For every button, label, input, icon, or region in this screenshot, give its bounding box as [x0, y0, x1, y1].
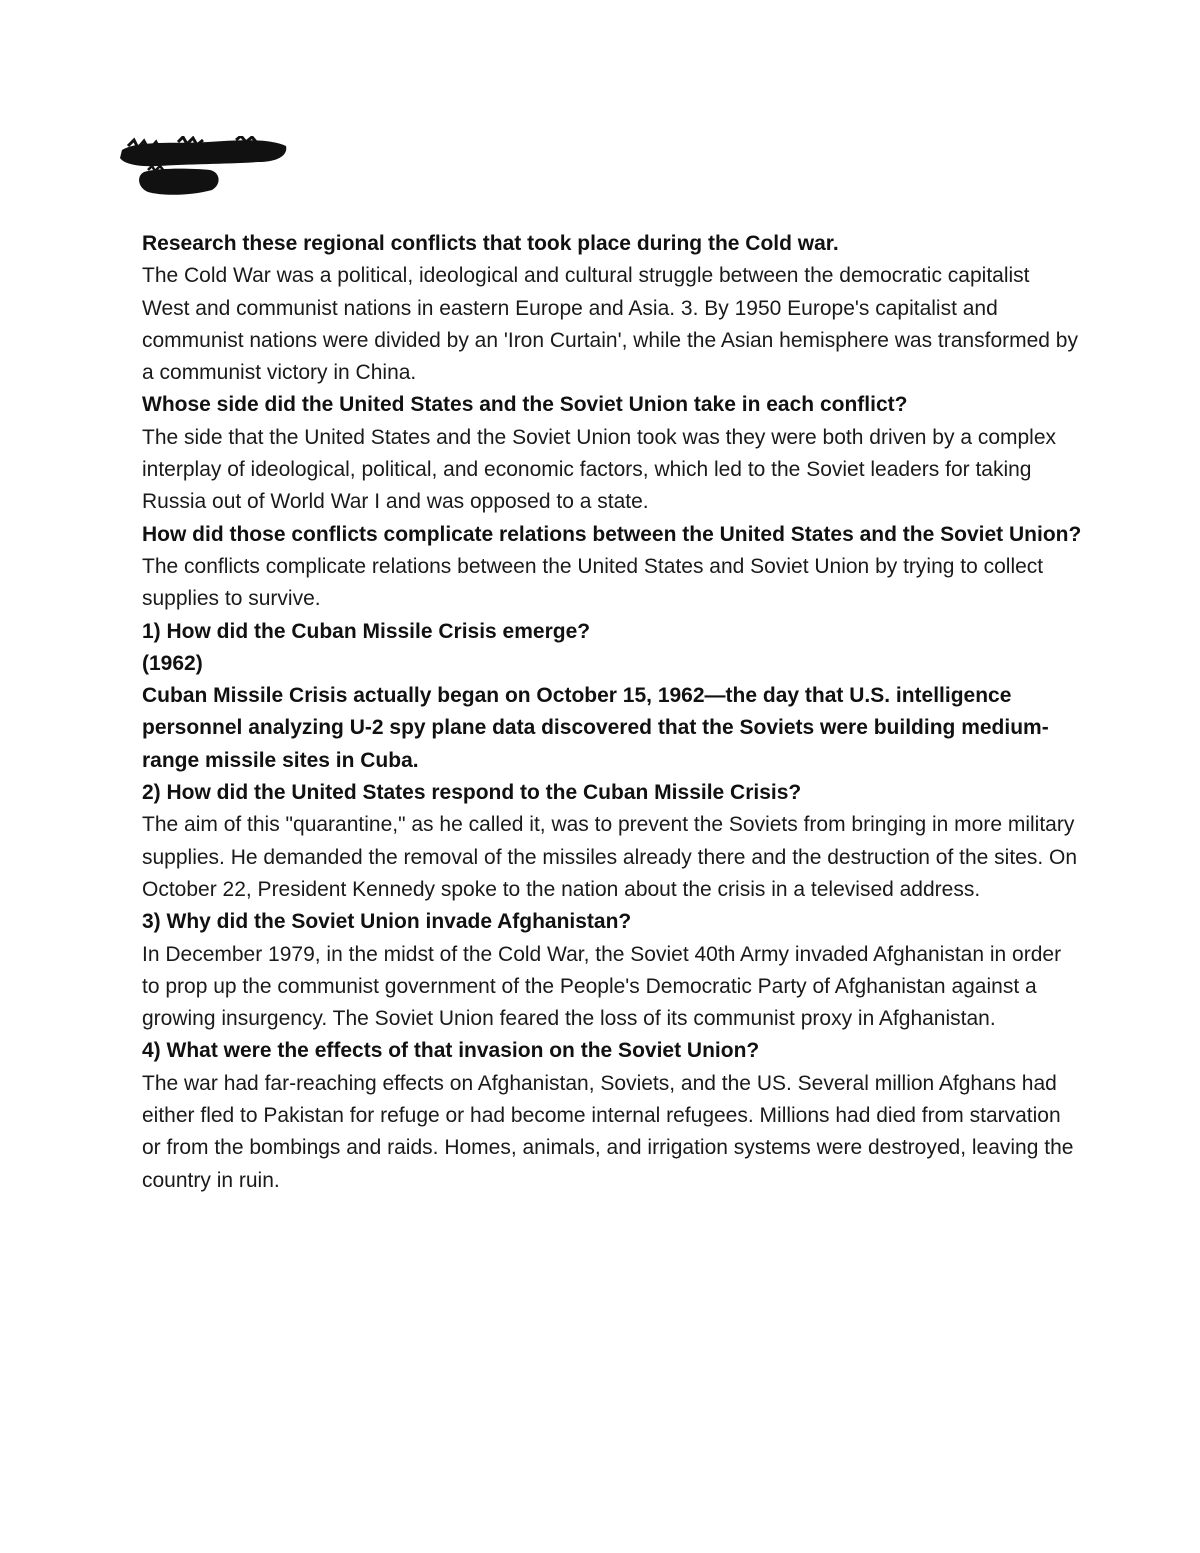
question-us-respond: 2) How did the United States respond to the Cuban Missile Crisis?	[142, 781, 802, 805]
question-invasion-effects: 4) What were the effects of that invasion on the Soviet Union?	[142, 1039, 760, 1063]
redacted-name-scribble	[118, 136, 290, 198]
question-invade-afghanistan: 3) Why did the Soviet Union invade Afghanistan?	[142, 910, 632, 934]
question-cuban-missile-emerge: 1) How did the Cuban Missile Crisis emerge?	[142, 619, 591, 643]
answer-invade-afghanistan: In December 1979, in the midst of the Cold War, the Soviet 40th Army invaded Afghanistan in order to prop up the communist government of the People's Democratic Party of Afghanistan against a growing insurgency. The Soviet Union feared the loss of its communist proxy in Afghanistan.	[142, 942, 1062, 1031]
answer-cold-war-overview: The Cold War was a political, ideological and cultural struggle between the democratic capitalist West and communist nations in eastern Europe and Asia. 3. By 1950 Europe's capitalist and communist nations were divided by an 'Iron Curtain', while the Asian hemisphere was transformed by a communist victory in China.	[142, 264, 1078, 385]
answer-cuban-missile-emerge: Cuban Missile Crisis actually began on October 15, 1962—the day that U.S. intelligence personnel analyzing U-2 spy plane data discovered that the Soviets were building medium-range missile sites in Cuba.	[142, 684, 1049, 772]
question-complicate-relations: How did those conflicts complicate relations between the United States and the Soviet Union?	[142, 522, 1082, 546]
answer-whose-side: The side that the United States and the Soviet Union took was they were both driven by a complex interplay of ideological, political, and economic factors, which led to the Soviet leaders for taking Russia out of World War I and was opposed to a state.	[142, 425, 1057, 514]
question-whose-side: Whose side did the United States and the Soviet Union take in each conflict?	[142, 393, 908, 417]
year-1962: (1962)	[142, 651, 203, 675]
answer-invasion-effects: The war had far-reaching effects on Afghanistan, Soviets, and the US. Several million Afghans had either fled to Pakistan for refuge or had become internal refugees. Millions had died from starvation or from the bombings and raids. Homes, animals, and irrigation systems were destroyed, leaving the country in ruin.	[142, 1071, 1074, 1192]
heading-research-prompt: Research these regional conflicts that took place during the Cold war.	[142, 232, 839, 255]
answer-us-respond: The aim of this "quarantine," as he called it, was to prevent the Soviets from bringing in more military supplies. He demanded the removal of the missiles already there and the destruction of the sites. On October 22, President Kennedy spoke to the nation about the crisis in a televised address.	[142, 813, 1078, 901]
answer-complicate-relations: The conflicts complicate relations between the United States and Soviet Union by trying to collect supplies to survive.	[142, 554, 1044, 611]
document-body	[142, 228, 1082, 1197]
